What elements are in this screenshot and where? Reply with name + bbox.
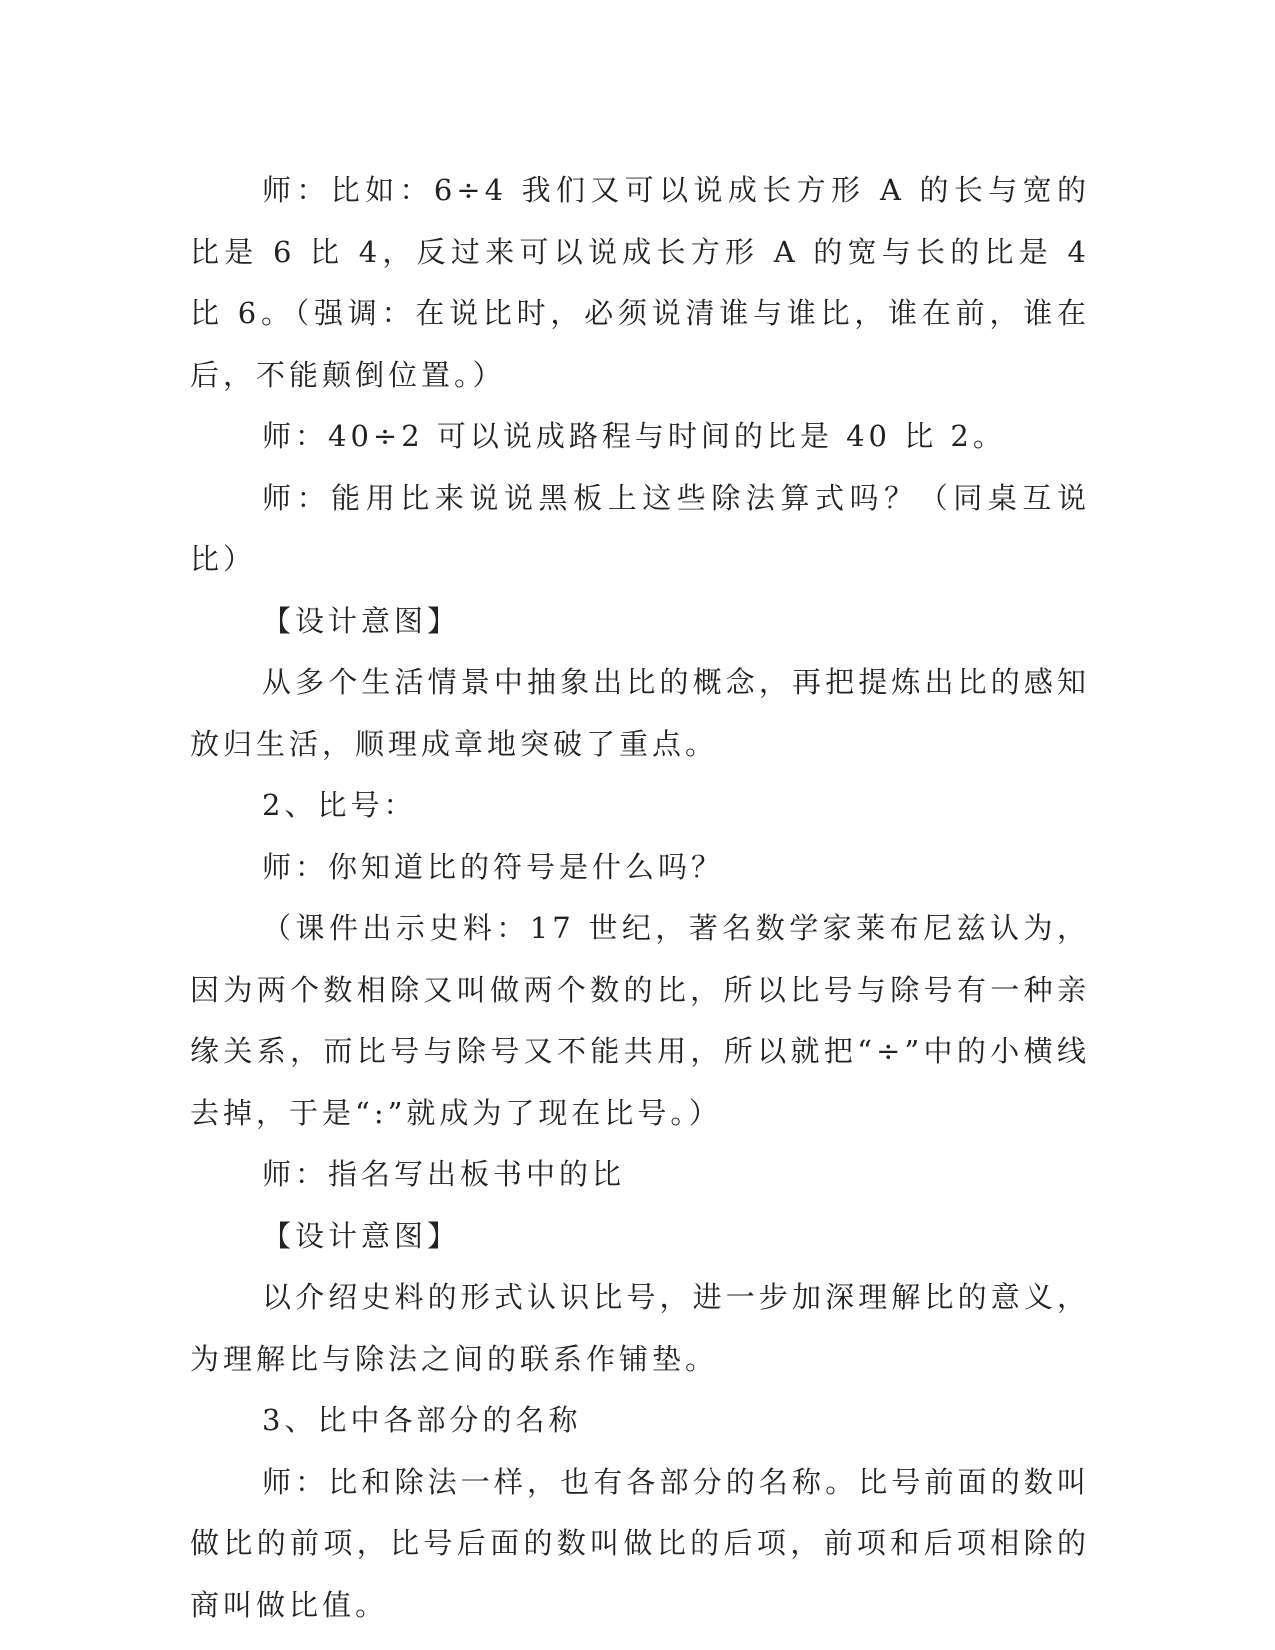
paragraph-ratio-parts-names: 师：比和除法一样，也有各部分的名称。比号前面的数叫做比的前项，比号后面的数叫做比的后项，前项和后项相除的商叫做比值。: [190, 1464, 1090, 1622]
document-body: [190, 160, 1090, 1636]
section-heading-ratio-parts: 3、比中各部分的名称: [262, 1403, 582, 1437]
paragraph-design-intent-1: 从多个生活情景中抽象出比的概念，再把提炼出比的感知放归生活，顺理成章地突破了重点。: [190, 665, 1090, 761]
paragraph-teacher-ask-symbol: 师：你知道比的符号是什么吗？: [262, 849, 725, 884]
paragraph-history-material: （课件出示史料：17 世纪，著名数学家莱布尼兹认为，因为两个数相除又叫做两个数的比，所以比号与除号有一种亲缘关系，而比号与除号又不能共用，所以就把“÷”中的小横线去掉，于是“:”就成为了现在比号。）: [190, 911, 1090, 1130]
design-intent-heading-2: 【设计意图】: [262, 1218, 461, 1253]
paragraph-design-intent-2: 以介绍史料的形式认识比号，进一步加深理解比的意义，为理解比与除法之间的联系作铺垫。: [190, 1280, 1090, 1376]
paragraph-ratio-example-distance: 师：40÷2 可以说成路程与时间的比是 40 比 2。: [262, 419, 1006, 453]
paragraph-ratio-example-rectangle: 师：比如：6÷4 我们又可以说成长方形 A 的长与宽的比是 6 比 4，反过来可以说成长方形 A 的宽与长的比是 4 比 6。（强调：在说比时，必须说清谁与谁比，谁在前，谁在后，不能颠倒位置。）: [190, 173, 1090, 392]
paragraph-teacher-question: 师：能用比来说说黑板上这些除法算式吗？（同桌互说比）: [190, 480, 1090, 576]
design-intent-heading: 【设计意图】: [262, 603, 461, 638]
section-heading-ratio-sign: 2、比号：: [262, 788, 417, 822]
paragraph-teacher-write-ratio: 师：指名写出板书中的比: [262, 1157, 626, 1191]
